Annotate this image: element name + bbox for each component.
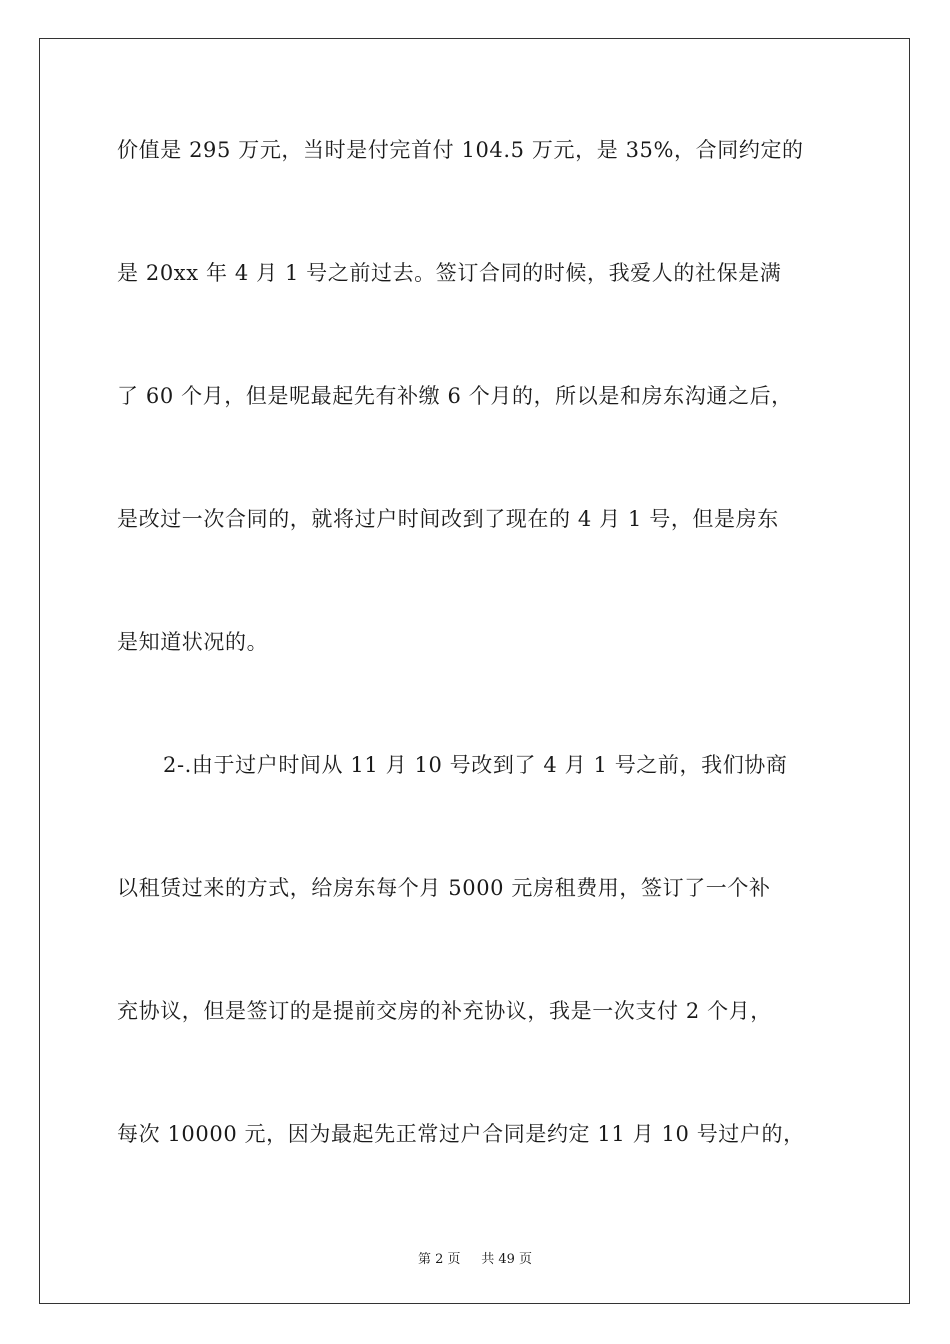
body-text-line: 了 60 个月，但是呢最起先有补缴 6 个月的，所以是和房东沟通之后， — [117, 384, 793, 408]
paragraph-start-line: 2-.由于过户时间从 11 月 10 号改到了 4 月 1 号之前，我们协商 — [163, 753, 788, 777]
page-frame — [39, 38, 910, 1304]
page-footer — [0, 1248, 950, 1267]
body-text-line: 每次 10000 元，因为最起先正常过户合同是约定 11 月 10 号过户的， — [117, 1122, 805, 1146]
body-text-line: 是知道状况的。 — [117, 630, 269, 654]
body-text-line: 是 20xx 年 4 月 1 号之前过去。签订合同的时候，我爱人的社保是满 — [117, 261, 782, 285]
total-pages: 共 49 页 — [481, 1252, 533, 1267]
body-text-line: 充协议，但是签订的是提前交房的补充协议，我是一次支付 2 个月， — [117, 999, 772, 1023]
body-text-line: 是改过一次合同的，就将过户时间改到了现在的 4 月 1 号，但是房东 — [117, 507, 779, 531]
page-number: 第 2 页 — [417, 1252, 461, 1267]
body-text-line: 以租赁过来的方式，给房东每个月 5000 元房租费用，签订了一个补 — [117, 876, 771, 900]
body-text-line: 价值是 295 万元，当时是付完首付 104.5 万元，是 35%，合同约定的 — [117, 138, 804, 162]
footer-spacer — [465, 1252, 477, 1267]
